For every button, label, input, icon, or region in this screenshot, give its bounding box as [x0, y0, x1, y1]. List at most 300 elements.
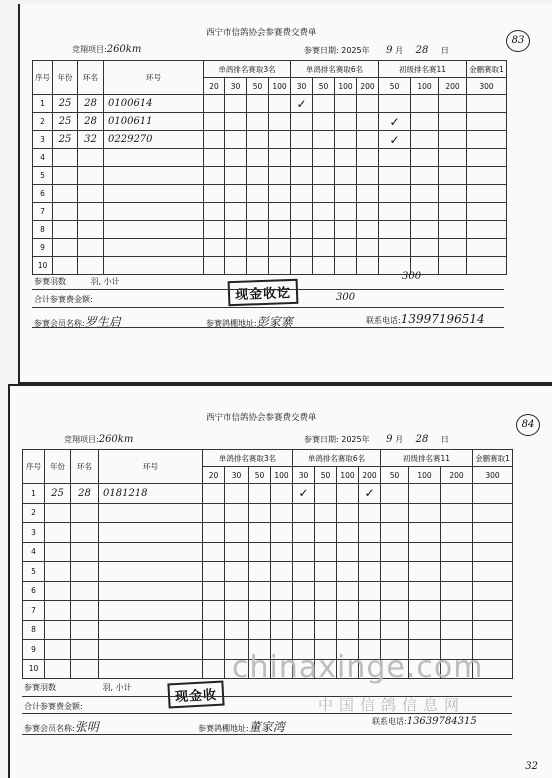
- row-number: 10: [33, 257, 53, 275]
- amount-cell: 50: [247, 78, 269, 95]
- fee-cell: [473, 523, 513, 543]
- amount-cell: 50: [249, 467, 271, 484]
- date-day-value: 28: [415, 45, 429, 56]
- fee-cell: [225, 203, 247, 221]
- amount-cell: 100: [269, 78, 291, 95]
- fee-cell: [293, 581, 315, 601]
- fee-cell: [293, 562, 315, 582]
- amount-cell: 20: [203, 467, 225, 484]
- fee-cell: [247, 221, 269, 239]
- fee-cell: [247, 167, 269, 185]
- table-row: [33, 203, 507, 221]
- row-number: 8: [33, 221, 53, 239]
- table-row: [23, 523, 513, 543]
- fee-cell: [409, 542, 441, 562]
- fee-cell: [225, 95, 247, 113]
- row-number: 2: [33, 113, 53, 131]
- row-year: [45, 620, 71, 640]
- fee-cell: [269, 113, 291, 131]
- phone-value: 13997196514: [400, 312, 485, 326]
- form-1-subtotal: 300: [402, 271, 422, 282]
- row-number: 10: [23, 659, 45, 679]
- fee-cell: [203, 620, 225, 640]
- fee-cell: [291, 257, 313, 275]
- fee-cell: [357, 257, 379, 275]
- fee-cell: [271, 484, 293, 504]
- table-row: [23, 620, 513, 640]
- row-year: [45, 601, 71, 621]
- fee-cell: [247, 131, 269, 149]
- fee-cell: [313, 203, 335, 221]
- form-2-cash-stamp: 现金收: [167, 681, 224, 709]
- fee-cell: [467, 221, 507, 239]
- form-2-table: [22, 449, 513, 679]
- total-label: 合计参赛费金额:: [34, 295, 93, 304]
- fee-cell: [203, 659, 225, 679]
- fee-cell: [225, 257, 247, 275]
- fee-cell: [381, 523, 409, 543]
- fee-cell: [204, 257, 225, 275]
- fee-cell: [204, 131, 225, 149]
- header-year: 年份: [53, 61, 78, 95]
- fee-cell: [225, 581, 249, 601]
- header-ring: 环号: [104, 61, 204, 95]
- fee-cell: [247, 239, 269, 257]
- fee-cell: [357, 113, 379, 131]
- fee-cell: [335, 203, 357, 221]
- fee-cell: [473, 484, 513, 504]
- fee-cell: [293, 542, 315, 562]
- table-row: [23, 542, 513, 562]
- fee-cell: [467, 257, 507, 275]
- fee-cell: [313, 167, 335, 185]
- row-number: 5: [33, 167, 53, 185]
- form-2-member: [24, 718, 99, 735]
- fee-cell: [473, 542, 513, 562]
- table-row: [33, 167, 507, 185]
- fee-cell: [467, 131, 507, 149]
- row-region: 28: [71, 484, 99, 504]
- row-year: [53, 185, 78, 203]
- fee-cell: [315, 562, 337, 582]
- phone-value: 13639784315: [406, 716, 477, 727]
- fee-cell: [203, 523, 225, 543]
- fee-cell: [357, 95, 379, 113]
- fee-cell: [291, 239, 313, 257]
- watermark-cn: 中国信鸽信息网: [318, 696, 466, 714]
- member-value: 张明: [74, 720, 99, 734]
- row-ring-number: [99, 542, 203, 562]
- form-1-project: [72, 44, 141, 55]
- row-number: 4: [33, 149, 53, 167]
- fee-cell: [249, 581, 271, 601]
- fee-cell: [315, 523, 337, 543]
- date-day-unit: 日: [440, 46, 449, 55]
- fee-cell: [409, 601, 441, 621]
- fee-cell: [359, 503, 381, 523]
- row-year: 25: [53, 95, 78, 113]
- fee-cell: [409, 620, 441, 640]
- fee-cell: [359, 542, 381, 562]
- fee-cell: [441, 542, 473, 562]
- form-1-total: [34, 294, 93, 305]
- fee-cell: [293, 601, 315, 621]
- header-region: 环名: [71, 450, 99, 484]
- fee-cell: [441, 562, 473, 582]
- row-ring-number: [104, 185, 204, 203]
- fee-cell: [203, 542, 225, 562]
- fee-cell: [315, 503, 337, 523]
- fee-cell: [337, 503, 359, 523]
- fee-cell: [269, 221, 291, 239]
- header-group-3: 初级排名赛11: [381, 450, 473, 467]
- fee-cell: [337, 484, 359, 504]
- fee-cell: [225, 239, 247, 257]
- fee-cell: [271, 562, 293, 582]
- date-label: 参赛日期:: [304, 435, 339, 444]
- fee-cell: [411, 113, 439, 131]
- fee-cell: [381, 620, 409, 640]
- row-ring-number: [99, 523, 203, 543]
- fee-cell: [203, 640, 225, 660]
- row-year: [53, 203, 78, 221]
- fee-cell: [225, 601, 249, 621]
- fee-cell: [467, 203, 507, 221]
- row-ring-number: [99, 640, 203, 660]
- fee-cell: [249, 562, 271, 582]
- row-region: [78, 149, 104, 167]
- fee-cell: [357, 149, 379, 167]
- row-ring-number: [104, 221, 204, 239]
- fee-cell: [269, 239, 291, 257]
- fee-cell: [411, 167, 439, 185]
- row-region: [71, 659, 99, 679]
- header-region: 环名: [78, 61, 104, 95]
- divider: [22, 734, 512, 735]
- row-ring-number: [104, 167, 204, 185]
- watermark-domain: chinaxinge.com: [232, 650, 484, 685]
- header-group-1: 单鸽排名赛取3名: [203, 450, 293, 467]
- fee-cell: [271, 620, 293, 640]
- header-group-3: 初级排名赛11: [379, 61, 467, 78]
- fee-cell: [269, 257, 291, 275]
- fee-cell: [337, 620, 359, 640]
- amount-cell: 30: [293, 467, 315, 484]
- row-ring-number: [99, 620, 203, 640]
- fee-cell: [291, 185, 313, 203]
- date-label: 参赛日期:: [304, 46, 339, 55]
- form-2-title: 西宁市信鸽协会参赛费交费单: [206, 413, 317, 423]
- row-number: 8: [23, 620, 45, 640]
- check-mark: ✓: [293, 484, 315, 504]
- row-ring-number: 0181218: [99, 484, 203, 504]
- amount-cell: 200: [357, 78, 379, 95]
- row-ring-number: [99, 503, 203, 523]
- fee-cell: [225, 221, 247, 239]
- fee-cell: [379, 203, 411, 221]
- fee-cell: [204, 203, 225, 221]
- fee-cell: [409, 562, 441, 582]
- row-number: 7: [23, 601, 45, 621]
- form-2-phone: [372, 716, 477, 727]
- fee-cell: [203, 581, 225, 601]
- amount-cell: 100: [411, 78, 439, 95]
- table-row: [33, 257, 507, 275]
- fee-cell: [409, 581, 441, 601]
- fee-cell: [249, 523, 271, 543]
- fee-cell: [225, 484, 249, 504]
- amount-cell: 30: [225, 78, 247, 95]
- fee-cell: [411, 149, 439, 167]
- row-year: 25: [53, 131, 78, 149]
- table-row: [23, 581, 513, 601]
- form-2-loft: [198, 718, 285, 735]
- row-region: [78, 167, 104, 185]
- date-year: 2025年: [341, 435, 370, 444]
- fee-cell: [291, 203, 313, 221]
- fee-cell: [271, 581, 293, 601]
- fee-cell: [313, 221, 335, 239]
- fee-cell: [439, 203, 467, 221]
- divider: [32, 289, 504, 290]
- fee-cell: [313, 113, 335, 131]
- fee-cell: [247, 95, 269, 113]
- fee-cell: [225, 503, 249, 523]
- row-ring-number: [104, 149, 204, 167]
- amount-cell: 100: [271, 467, 293, 484]
- table-row: [33, 95, 507, 113]
- fee-cell: [291, 131, 313, 149]
- fee-cell: [269, 185, 291, 203]
- row-ring-number: 0100614: [104, 95, 204, 113]
- row-number: 1: [33, 95, 53, 113]
- fee-cell: [269, 167, 291, 185]
- fee-cell: [225, 113, 247, 131]
- form-1-table: [32, 60, 507, 275]
- header-group-1: 单鸽排名赛取3名: [204, 61, 291, 78]
- date-month-value: 9: [386, 434, 393, 445]
- fee-cell: [269, 95, 291, 113]
- fee-cell: [379, 185, 411, 203]
- row-number: 6: [23, 581, 45, 601]
- date-month-unit: 月: [395, 46, 404, 55]
- fee-cell: [381, 562, 409, 582]
- date-year: 2025年: [341, 46, 370, 55]
- fee-cell: [357, 203, 379, 221]
- table-row: [33, 149, 507, 167]
- row-year: [53, 257, 78, 275]
- fee-cell: [271, 542, 293, 562]
- row-year: [45, 562, 71, 582]
- row-year: [45, 503, 71, 523]
- fee-cell: [204, 95, 225, 113]
- fee-cell: [247, 203, 269, 221]
- fee-cell: [203, 503, 225, 523]
- fee-cell: [249, 503, 271, 523]
- fee-cell: [247, 257, 269, 275]
- fee-cell: [411, 131, 439, 149]
- fee-cell: [203, 484, 225, 504]
- form-1-title: 西宁市信鸽协会参赛费交费单: [206, 28, 317, 38]
- form-2-page-number: 84: [516, 414, 540, 436]
- row-ring-number: [99, 562, 203, 582]
- row-year: 25: [53, 113, 78, 131]
- amount-cell: 20: [204, 78, 225, 95]
- row-region: [71, 620, 99, 640]
- fee-cell: [203, 562, 225, 582]
- loft-value: 彭家寨: [256, 315, 293, 329]
- fee-cell: [379, 149, 411, 167]
- fee-cell: [381, 601, 409, 621]
- amount-cell: 200: [441, 467, 473, 484]
- fee-cell: [337, 601, 359, 621]
- header-year: 年份: [45, 450, 71, 484]
- fee-cell: [313, 185, 335, 203]
- fee-cell: [381, 542, 409, 562]
- row-region: 32: [78, 131, 104, 149]
- fee-cell: [313, 131, 335, 149]
- fee-cell: [269, 131, 291, 149]
- fee-cell: [359, 562, 381, 582]
- amount-cell: 300: [467, 78, 507, 95]
- fee-cell: [439, 131, 467, 149]
- fee-cell: [291, 221, 313, 239]
- fee-cell: [225, 562, 249, 582]
- fee-cell: [337, 581, 359, 601]
- fee-cell: [359, 620, 381, 640]
- form-2-count: [24, 682, 132, 693]
- table-row: [33, 131, 507, 149]
- member-label: 参赛会员名称:: [24, 724, 75, 733]
- fee-cell: [291, 149, 313, 167]
- date-month-value: 9: [386, 45, 393, 56]
- fee-cell: [439, 185, 467, 203]
- row-number: 9: [23, 640, 45, 660]
- amount-cell: 50: [315, 467, 337, 484]
- fee-cell: [409, 523, 441, 543]
- form-1-total-value: 300: [336, 292, 356, 303]
- fee-cell: [313, 95, 335, 113]
- phone-label: 联系电话:: [366, 316, 401, 325]
- fee-cell: [439, 167, 467, 185]
- row-ring-number: [104, 239, 204, 257]
- row-region: 28: [78, 113, 104, 131]
- fee-cell: [335, 257, 357, 275]
- table-row: [23, 562, 513, 582]
- fee-cell: [359, 601, 381, 621]
- member-value: 罗生启: [84, 315, 121, 329]
- fee-cell: [409, 503, 441, 523]
- fee-cell: [293, 523, 315, 543]
- divider: [32, 307, 504, 308]
- fee-cell: [315, 542, 337, 562]
- amount-cell: 50: [379, 78, 411, 95]
- fee-cell: [335, 239, 357, 257]
- header-ring: 环号: [99, 450, 203, 484]
- fee-cell: [337, 542, 359, 562]
- fee-cell: [269, 203, 291, 221]
- fee-cell: [357, 239, 379, 257]
- fee-cell: [225, 523, 249, 543]
- fee-cell: [473, 562, 513, 582]
- form-1-count: [34, 276, 120, 287]
- fee-cell: [439, 113, 467, 131]
- fee-cell: [204, 239, 225, 257]
- fee-cell: [467, 167, 507, 185]
- loft-label: 参赛鸽棚地址:: [206, 319, 257, 328]
- loft-value: 董家湾: [248, 720, 285, 734]
- row-year: [53, 239, 78, 257]
- fee-cell: [357, 185, 379, 203]
- member-label: 参赛会员名称:: [34, 319, 85, 328]
- total-label: 合计参赛费金额:: [24, 702, 83, 711]
- row-number: 4: [23, 542, 45, 562]
- amount-cell: 300: [473, 467, 513, 484]
- divider: [32, 327, 504, 328]
- fee-cell: [441, 581, 473, 601]
- row-region: [71, 640, 99, 660]
- fee-cell: [357, 167, 379, 185]
- header-group-2: 单鸽排名赛取6名: [291, 61, 379, 78]
- fee-cell: [473, 503, 513, 523]
- form-2-date: [304, 434, 449, 445]
- fee-cell: [379, 95, 411, 113]
- project-label: 竞翔项目:: [64, 435, 99, 444]
- fee-cell: [293, 503, 315, 523]
- fee-cell: [473, 601, 513, 621]
- fee-cell: [359, 523, 381, 543]
- fee-cell: [411, 203, 439, 221]
- fee-cell: [315, 620, 337, 640]
- row-region: [71, 542, 99, 562]
- row-region: [78, 203, 104, 221]
- amount-cell: 200: [439, 78, 467, 95]
- project-value: 260km: [98, 434, 134, 445]
- fee-cell: [204, 149, 225, 167]
- count-unit: 羽, 小计: [90, 277, 120, 286]
- fee-cell: [225, 620, 249, 640]
- header-seq: 序号: [33, 61, 53, 95]
- row-year: [53, 149, 78, 167]
- row-ring-number: [99, 601, 203, 621]
- project-value: 260km: [106, 44, 142, 55]
- check-mark: ✓: [359, 484, 381, 504]
- fee-cell: [467, 113, 507, 131]
- row-region: [78, 257, 104, 275]
- fee-cell: [225, 542, 249, 562]
- fee-cell: [291, 167, 313, 185]
- loft-label: 参赛鸽棚地址:: [198, 724, 249, 733]
- fee-cell: [225, 131, 247, 149]
- fee-cell: [379, 239, 411, 257]
- fee-cell: [225, 185, 247, 203]
- fee-cell: [335, 149, 357, 167]
- count-unit: 羽, 小计: [102, 683, 132, 692]
- header-group-4: 金鹏赛取1: [473, 450, 513, 467]
- row-region: [71, 562, 99, 582]
- fee-cell: [381, 484, 409, 504]
- check-mark: ✓: [379, 113, 411, 131]
- amount-cell: 30: [291, 78, 313, 95]
- amount-cell: 100: [335, 78, 357, 95]
- fee-cell: [335, 131, 357, 149]
- form-2-project: [64, 434, 133, 445]
- fee-cell: [313, 149, 335, 167]
- fee-cell: [359, 581, 381, 601]
- fee-cell: [411, 239, 439, 257]
- date-month-unit: 月: [395, 435, 404, 444]
- row-number: 9: [33, 239, 53, 257]
